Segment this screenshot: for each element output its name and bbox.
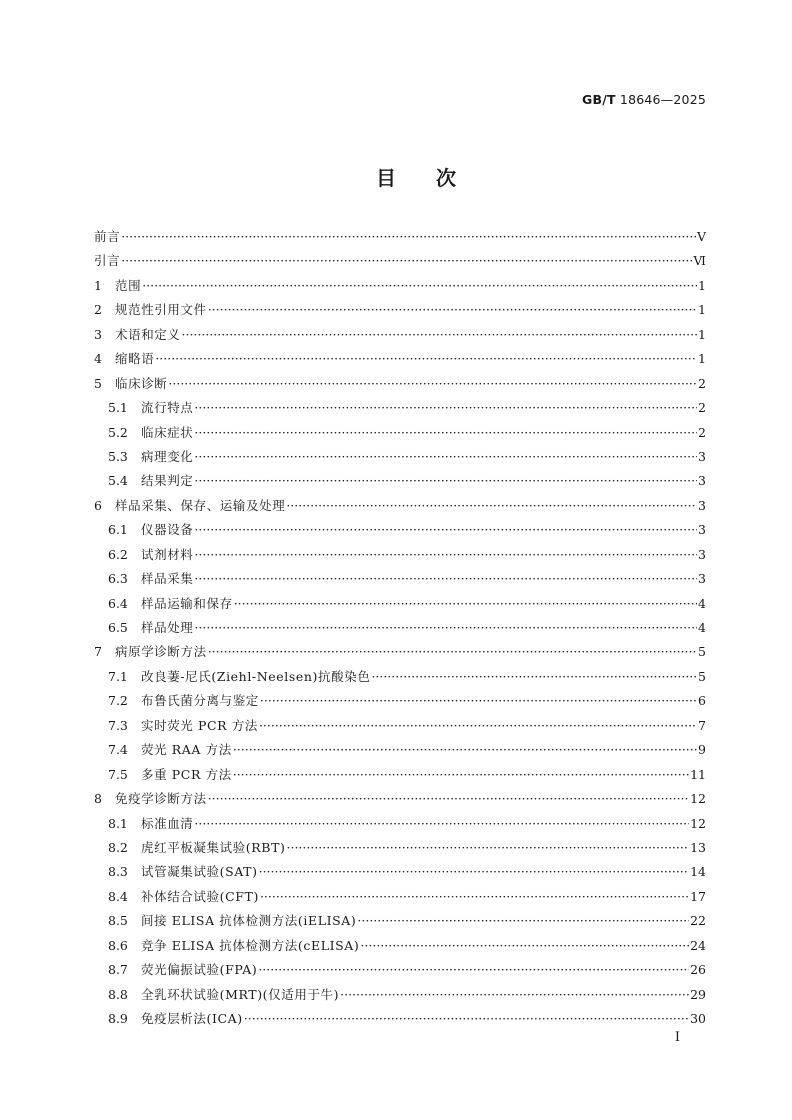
toc-leader-dots bbox=[259, 714, 697, 738]
toc-entry[interactable] bbox=[94, 983, 706, 1007]
toc-entry-page: 11 bbox=[690, 766, 706, 782]
toc-leader-dots bbox=[142, 274, 697, 298]
toc-entry-page: 26 bbox=[690, 962, 706, 978]
toc-entry-number: 4 bbox=[94, 351, 102, 367]
toc-leader-dots bbox=[155, 347, 697, 371]
toc-entry-number: 6.5 bbox=[108, 620, 128, 635]
toc-entry-number: 1 bbox=[94, 277, 102, 293]
toc-entry[interactable] bbox=[94, 445, 706, 469]
toc-entry-title: 改良萋-尼氏(Ziehl-Neelsen)抗酸染色 bbox=[141, 668, 371, 684]
toc-leader-dots bbox=[208, 298, 697, 322]
toc-entry[interactable] bbox=[94, 836, 706, 860]
toc-entry-page: Ⅴ bbox=[696, 229, 706, 244]
toc-entry-page: 3 bbox=[698, 497, 706, 513]
toc-entry[interactable] bbox=[94, 763, 706, 787]
toc-leader-dots bbox=[260, 689, 697, 713]
toc-leader-dots bbox=[233, 738, 697, 762]
toc-leader-dots bbox=[168, 372, 697, 396]
toc-entry-page: 3 bbox=[698, 448, 706, 464]
toc-leader-dots bbox=[258, 958, 689, 982]
toc-entry-title: 样品处理 bbox=[141, 620, 194, 635]
toc-entry-number: 6.3 bbox=[108, 571, 128, 587]
toc-entry-title: 免疫层析法(ICA) bbox=[141, 1011, 243, 1026]
toc-entry-page: 5 bbox=[698, 668, 706, 684]
toc-leader-dots bbox=[357, 909, 689, 933]
toc-entry[interactable] bbox=[94, 885, 706, 909]
toc-entry-number: 8.4 bbox=[108, 888, 128, 904]
toc-entry-number: 8.5 bbox=[108, 913, 128, 929]
toc-leader-dots bbox=[208, 640, 697, 664]
toc-entry[interactable] bbox=[94, 323, 706, 347]
toc-entry[interactable] bbox=[94, 909, 706, 933]
toc-leader-dots bbox=[121, 249, 692, 273]
toc-entry[interactable] bbox=[94, 347, 706, 371]
toc-leader-dots bbox=[182, 323, 697, 347]
toc-entry-title: 荧光 RAA 方法 bbox=[141, 742, 232, 758]
toc-entry-number: 8.9 bbox=[108, 1011, 128, 1026]
toc-leader-dots bbox=[194, 616, 697, 640]
toc-entry[interactable] bbox=[94, 421, 706, 445]
toc-entry-title: 流行特点 bbox=[141, 400, 194, 416]
toc-entry[interactable] bbox=[94, 249, 706, 273]
toc-entry[interactable] bbox=[94, 812, 706, 836]
toc-entry-page: 22 bbox=[690, 913, 706, 929]
toc-entry-number: 6.4 bbox=[108, 595, 128, 611]
standard-prefix: GB/T bbox=[582, 92, 616, 107]
toc-entry[interactable] bbox=[94, 543, 706, 567]
toc-entry-number: 7.2 bbox=[108, 693, 128, 709]
toc-leader-dots bbox=[194, 396, 697, 420]
toc-leader-dots bbox=[194, 469, 697, 493]
toc-entry[interactable] bbox=[94, 738, 706, 762]
toc-entry-title: 布鲁氏菌分离与鉴定 bbox=[141, 693, 259, 709]
toc-entry[interactable] bbox=[94, 592, 706, 616]
toc-entry-number: 8 bbox=[94, 791, 102, 807]
toc-entry-page: 3 bbox=[698, 546, 706, 562]
toc-leader-dots bbox=[360, 934, 689, 958]
toc-entry[interactable] bbox=[94, 787, 706, 811]
toc-entry[interactable] bbox=[94, 958, 706, 982]
toc-entry-page: 12 bbox=[690, 791, 706, 807]
toc-entry[interactable] bbox=[94, 518, 706, 542]
toc-entry[interactable] bbox=[94, 640, 706, 664]
toc-entry-page: 17 bbox=[690, 888, 706, 904]
toc-entry-page: 2 bbox=[698, 375, 706, 391]
toc-entry-number: 8.3 bbox=[108, 864, 128, 880]
toc-entry-number: 7.3 bbox=[108, 717, 128, 733]
toc-entry-title: 全乳环状试验(MRT)(仅适用于牛) bbox=[141, 986, 340, 1002]
toc-entry-title: 规范性引用文件 bbox=[115, 302, 207, 318]
toc-leader-dots bbox=[234, 592, 697, 616]
toc-entry-title: 竞争 ELISA 抗体检测方法(cELISA) bbox=[141, 937, 360, 953]
toc-entry-title: 样品运输和保存 bbox=[141, 595, 233, 611]
toc-entry[interactable] bbox=[94, 274, 706, 298]
toc-entry-number: 8.1 bbox=[108, 815, 128, 831]
toc-entry-page: 30 bbox=[690, 1011, 706, 1026]
toc-leader-dots bbox=[194, 421, 697, 445]
toc-entry[interactable] bbox=[94, 298, 706, 322]
toc-entry-number: 8.6 bbox=[108, 937, 128, 953]
toc-entry-title: 免疫学诊断方法 bbox=[115, 791, 207, 807]
toc-entry-page: 14 bbox=[690, 864, 706, 880]
toc-entry-title: 间接 ELISA 抗体检测方法(iELISA) bbox=[141, 913, 357, 929]
toc-leader-dots bbox=[121, 225, 696, 249]
toc-entry-page: 2 bbox=[698, 400, 706, 416]
page-number: Ⅰ bbox=[674, 1030, 680, 1045]
toc-entry-title: 临床症状 bbox=[141, 424, 194, 440]
table-of-contents bbox=[94, 225, 706, 1031]
toc-entry-title: 病原学诊断方法 bbox=[115, 644, 207, 660]
toc-entry-title: 术语和定义 bbox=[115, 326, 181, 342]
toc-entry-page: 3 bbox=[698, 522, 706, 538]
toc-entry-page: 6 bbox=[698, 693, 706, 709]
toc-entry-page: 29 bbox=[690, 986, 706, 1002]
toc-entry-title: 标准血清 bbox=[141, 815, 194, 831]
toc-entry[interactable] bbox=[94, 567, 706, 591]
toc-entry-title: 引言 bbox=[94, 253, 121, 269]
toc-entry[interactable] bbox=[94, 396, 706, 420]
toc-leader-dots bbox=[286, 494, 697, 518]
toc-entry-number: 3 bbox=[94, 326, 102, 342]
toc-entry-page: 12 bbox=[690, 815, 706, 831]
toc-entry-page: 4 bbox=[698, 595, 706, 611]
toc-entry-title: 缩略语 bbox=[115, 351, 155, 367]
toc-leader-dots bbox=[233, 763, 689, 787]
toc-entry-title: 病理变化 bbox=[141, 448, 194, 464]
toc-entry-number: 2 bbox=[94, 302, 102, 318]
toc-entry-title: 样品采集、保存、运输及处理 bbox=[115, 497, 286, 513]
toc-entry-title: 实时荧光 PCR 方法 bbox=[141, 717, 258, 733]
toc-entry-number: 6 bbox=[94, 497, 102, 513]
toc-entry[interactable] bbox=[94, 372, 706, 396]
toc-entry[interactable] bbox=[94, 689, 706, 713]
toc-entry-title: 补体结合试验(CFT) bbox=[141, 888, 259, 904]
toc-leader-dots bbox=[194, 812, 689, 836]
toc-entry-title: 临床诊断 bbox=[115, 375, 168, 391]
toc-entry-page: 7 bbox=[698, 717, 706, 733]
toc-entry[interactable] bbox=[94, 934, 706, 958]
toc-entry-page: 9 bbox=[698, 742, 706, 758]
toc-entry-page: 5 bbox=[698, 644, 706, 660]
toc-entry-page: 3 bbox=[698, 571, 706, 587]
toc-leader-dots bbox=[371, 665, 697, 689]
toc-entry-number: 6.2 bbox=[108, 546, 128, 562]
toc-entry[interactable] bbox=[94, 665, 706, 689]
toc-entry-page: Ⅵ bbox=[693, 253, 706, 269]
toc-entry-title: 样品采集 bbox=[141, 571, 194, 587]
toc-entry-title: 试管凝集试验(SAT) bbox=[141, 864, 258, 880]
toc-entry-title: 范围 bbox=[115, 277, 142, 293]
toc-entry-title: 仪器设备 bbox=[141, 522, 194, 538]
toc-entry-number: 7.1 bbox=[108, 668, 128, 684]
page-title: 目次 bbox=[376, 166, 496, 190]
toc-leader-dots bbox=[208, 787, 689, 811]
toc-leader-dots bbox=[287, 836, 690, 860]
toc-leader-dots bbox=[244, 1007, 689, 1031]
toc-leader-dots bbox=[260, 885, 689, 909]
toc-leader-dots bbox=[194, 445, 697, 469]
toc-leader-dots bbox=[259, 860, 689, 884]
toc-entry-number: 6.1 bbox=[108, 522, 128, 538]
toc-entry-title: 结果判定 bbox=[141, 473, 194, 489]
toc-leader-dots bbox=[340, 983, 689, 1007]
toc-entry-title: 前言 bbox=[94, 229, 121, 244]
toc-entry-number: 7.5 bbox=[108, 766, 128, 782]
toc-entry-page: 3 bbox=[698, 473, 706, 489]
toc-entry-page: 2 bbox=[698, 424, 706, 440]
toc-entry-page: 24 bbox=[690, 937, 706, 953]
toc-entry[interactable] bbox=[94, 1007, 706, 1031]
toc-entry[interactable] bbox=[94, 225, 706, 249]
toc-entry-title: 虎红平板凝集试验(RBT) bbox=[141, 839, 286, 855]
toc-entry-number: 8.2 bbox=[108, 839, 128, 855]
toc-entry-page: 1 bbox=[698, 326, 706, 342]
toc-entry-number: 5.2 bbox=[108, 424, 128, 440]
toc-entry-page: 4 bbox=[698, 620, 706, 635]
toc-entry-number: 5.1 bbox=[108, 400, 128, 416]
toc-entry-page: 1 bbox=[698, 351, 706, 367]
toc-entry-number: 5.3 bbox=[108, 448, 128, 464]
toc-entry-title: 试剂材料 bbox=[141, 546, 194, 562]
standard-code bbox=[582, 92, 706, 107]
toc-leader-dots bbox=[194, 567, 697, 591]
toc-entry-title: 多重 PCR 方法 bbox=[141, 766, 232, 782]
toc-entry-page: 13 bbox=[690, 839, 706, 855]
toc-entry-number: 8.8 bbox=[108, 986, 128, 1002]
toc-entry[interactable] bbox=[94, 714, 706, 738]
toc-entry-number: 7 bbox=[94, 644, 102, 660]
standard-number: 18646—2025 bbox=[619, 92, 706, 107]
toc-entry[interactable] bbox=[94, 616, 706, 640]
toc-entry-page: 1 bbox=[698, 302, 706, 318]
toc-leader-dots bbox=[194, 518, 697, 542]
toc-entry-number: 7.4 bbox=[108, 742, 128, 758]
toc-entry[interactable] bbox=[94, 494, 706, 518]
toc-entry-number: 5.4 bbox=[108, 473, 128, 489]
toc-leader-dots bbox=[194, 543, 697, 567]
toc-entry[interactable] bbox=[94, 860, 706, 884]
toc-entry[interactable] bbox=[94, 469, 706, 493]
toc-entry-number: 5 bbox=[94, 375, 102, 391]
toc-entry-page: 1 bbox=[698, 277, 706, 293]
toc-entry-number: 8.7 bbox=[108, 962, 128, 978]
toc-entry-title: 荧光偏振试验(FPA) bbox=[141, 962, 258, 978]
